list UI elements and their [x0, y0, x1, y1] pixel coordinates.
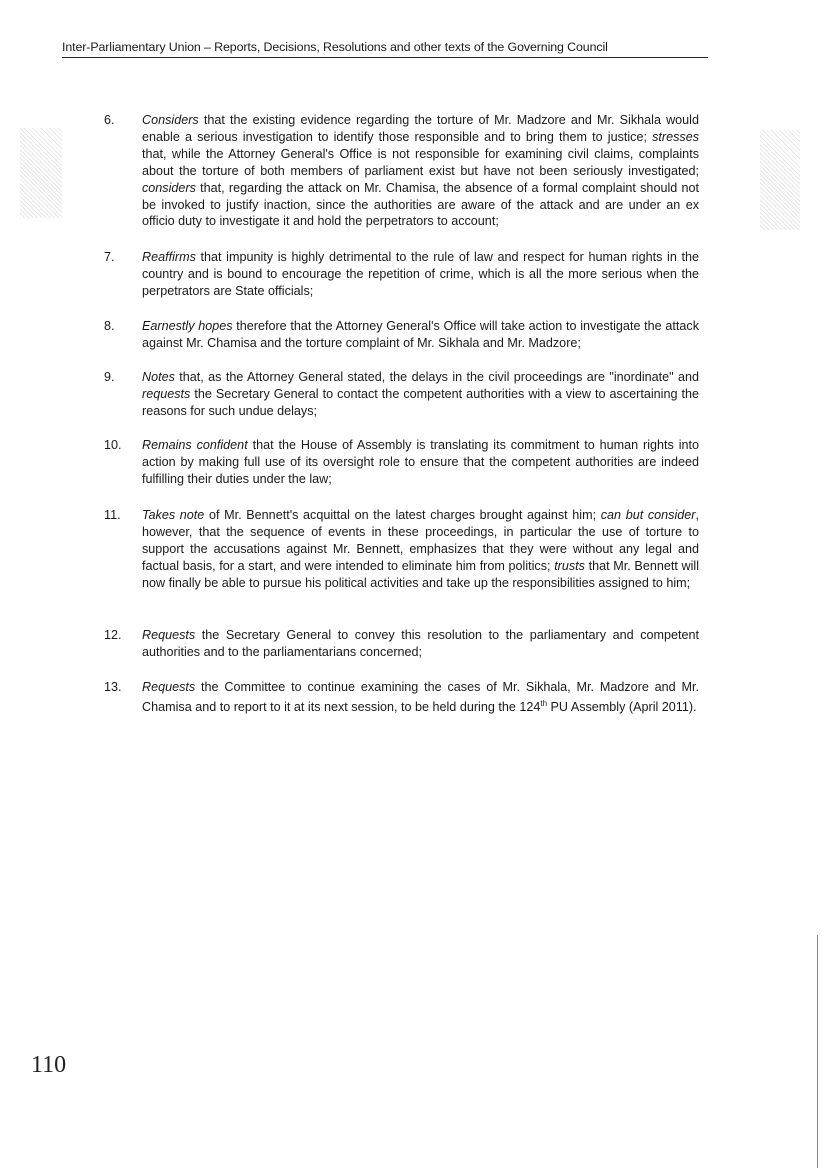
item-text [142, 437, 699, 488]
scan-speckle [760, 130, 800, 230]
item-text [142, 679, 699, 716]
resolution-item [104, 249, 699, 301]
item-number: 10. [104, 438, 122, 452]
body-text: the Secretary General to contact the competent authorities with a view to ascertaining the reasons for such undue delays; [142, 386, 699, 418]
body-text: PU Assembly (April 2011). [547, 700, 697, 715]
operative-verb: can but consider [600, 508, 696, 522]
item-number: 6. [104, 113, 115, 127]
superscript-text: th [540, 698, 548, 708]
body-text: the Secretary General to convey this resolution to the parliamentary and competent authorities and to the parliamentarians concerned; [142, 628, 699, 659]
operative-verb: Takes note [142, 508, 205, 522]
resolution-item [104, 437, 699, 489]
item-text [142, 249, 699, 300]
resolution-item [104, 369, 699, 421]
resolution-item [104, 318, 699, 354]
body-text: that the House of Assembly is translating its commitment to human rights into action by making full use of its oversight role to ensure that the competent authorities are indeed fulfilling their duties under the law; [142, 438, 700, 486]
scan-speckle [20, 128, 62, 218]
body-text: therefore that the Attorney General's Office will take action to investigate the attack against Mr. Chamisa and the torture complaint of Mr. Sikhala and Mr. Madzore; [142, 319, 700, 350]
body-text: that, regarding the attack on Mr. Chamisa, the absence of a formal complaint should not be invoked to justify inaction, since the authorities are aware of the attack and are under an ex officio duty to investigate it and hold the perpetrators to account; [142, 180, 699, 229]
body-text: that Mr. Bennett will now finally be able to pursue his political activities and take up the responsibilities assigned to him; [142, 558, 699, 590]
item-text [142, 112, 699, 230]
item-number: 11. [104, 508, 121, 522]
operative-verb: Remains confident [142, 438, 248, 452]
item-number: 9. [104, 370, 115, 384]
item-number: 13. [104, 680, 122, 694]
operative-verb: considers [142, 180, 196, 195]
body-text: the Committee to continue examining the cases of Mr. Sikhala, Mr. Madzore and Mr. Chamisa and to report to it at its next session, to be held during the 124 [142, 680, 699, 715]
resolution-item [104, 679, 699, 731]
scan-edge-line [817, 935, 818, 1168]
operative-verb: trusts [554, 558, 585, 573]
operative-verb: requests [142, 386, 191, 401]
page-number: 110 [31, 1052, 67, 1078]
item-number: 7. [104, 250, 115, 264]
operative-verb: Requests [142, 680, 196, 694]
item-text [142, 507, 699, 592]
body-text: , however, that the sequence of events in these proceedings, in particular the use of torture to support the accusations against Mr. Bennett, emphasizes that they were without any legal and factual basis, for a start, and were intended to eliminate him from politics; [142, 508, 699, 573]
item-number: 8. [104, 319, 115, 333]
operative-verb: Considers [142, 113, 199, 127]
body-text: that, as the Attorney General stated, the delays in the civil proceedings are "inordinate" and [174, 370, 699, 384]
body-text: that impunity is highly detrimental to the rule of law and respect for human rights in the country and is bound to encourage the repetition of crime, which is all the more serious when the perpetrators are State officials; [142, 250, 699, 298]
resolution-item [104, 507, 699, 611]
operative-verb: Earnestly hopes [142, 319, 233, 333]
resolution-item [104, 627, 699, 663]
item-text [142, 627, 699, 661]
item-text [142, 318, 699, 352]
body-text: that the existing evidence regarding the torture of Mr. Madzore and Mr. Sikhala would enable a serious investigation to identify those responsible and to bring them to justice; [142, 113, 699, 144]
operative-verb: Requests [142, 628, 196, 642]
body-text: that, while the Attorney General's Office is not responsible for examining civil claims, complaints about the torture of both members of parliament exist but have not been seriously investigated; [142, 146, 699, 178]
body-text: of Mr. Bennett's acquittal on the latest charges brought against him; [204, 508, 601, 522]
resolution-item [104, 112, 699, 232]
operative-verb: stresses [652, 129, 699, 144]
item-text [142, 369, 699, 420]
item-number: 12. [104, 628, 122, 642]
operative-verb: Reaffirms [142, 250, 196, 264]
operative-verb: Notes [142, 370, 175, 384]
running-header: Inter-Parliamentary Union – Reports, Decisions, Resolutions and other texts of the Governing Council [62, 40, 708, 58]
